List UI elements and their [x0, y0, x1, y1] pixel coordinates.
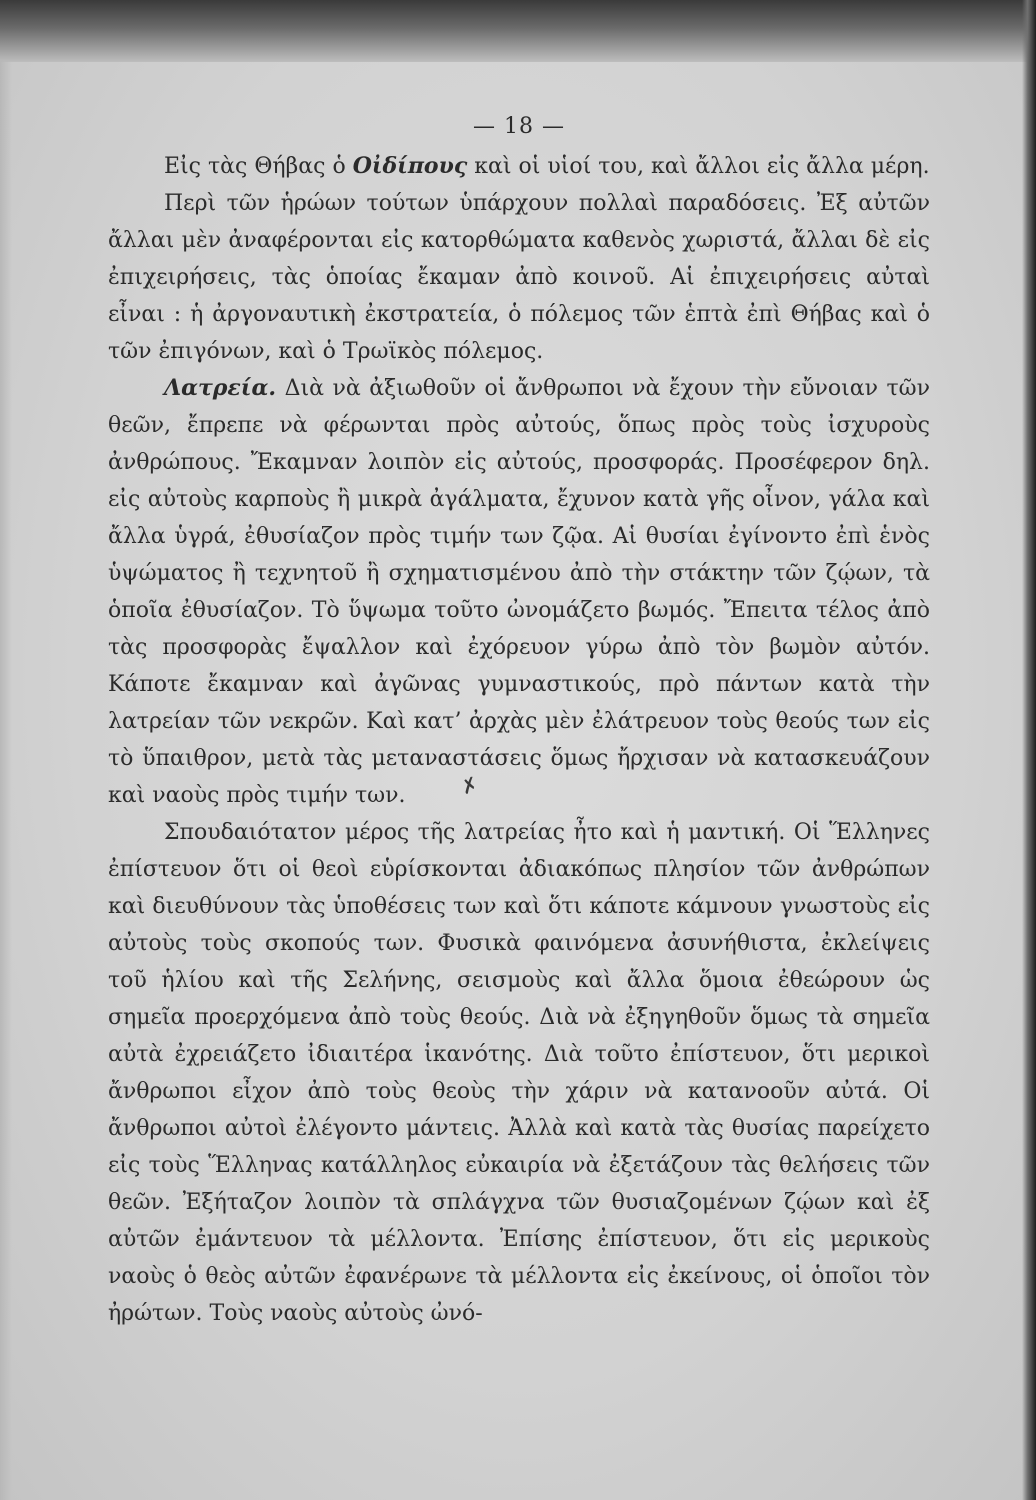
section-heading-latreia: Λατρεία.: [164, 375, 277, 401]
paragraph-1: [108, 148, 930, 185]
text-segment: Σπουδαιότατον μέρος τῆς λατρείας ἦτο καὶ ἡ μαντική. Οἱ Ἕλληνες ἐπίστευον ὅτι οἱ θεοὶ εὑρίσκονται ἀδιακόπως πλησίον τῶν ἀνθρώπων καὶ διευθύνουν τὰς ὑποθέσεις των καὶ ὅτι κάποτε κάμνουν γνωστοὺς εἰς αὐτοὺς τοὺς σκοπούς των. Φυσικὰ φαινόμενα ἀσυνήθιστα, ἐκλείψεις τοῦ ἡλίου καὶ τῆς Σελήνης, σεισμοὺς καὶ ἄλλα ὅμοια ἐθεώρουν ὡς σημεῖα προερχόμενα ἀπὸ τοὺς θεούς. Διὰ νὰ ἐξηγηθοῦν ὅμως τὰ σημεῖα αὐτὰ ἐχρειάζετο ἰδιαιτέρα ἱκανότης. Διὰ τοῦτο ἐπίστευον, ὅτι μερικοὶ ἄνθρωποι εἶχον ἀπὸ τοὺς θεοὺς τὴν χάριν νὰ κατανοοῦν αὐτά. Οἱ ἄνθρωποι αὐτοὶ ἐλέγοντο μάντεις. Ἀλλὰ καὶ κατὰ τὰς θυσίας παρείχετο εἰς τοὺς Ἕλληνας κατάλληλος εὐκαιρία νὰ ἐξετάζουν τὰς θελήσεις τῶν θεῶν. Ἐξήταζον λοιπὸν τὰ σπλάγχνα τῶν θυσιαζομένων ζῴων καὶ ἐξ αὐτῶν ἐμάντευον τὰ μέλλοντα. Ἐπίσης ἐπίστευον, ὅτι εἰς μερικοὺς ναοὺς ὁ θεὸς αὐτῶν ἐφανέρωνε τὰ μέλλοντα εἰς ἐκείνους, οἱ ὁποῖοι τὸν ἠρώτων. Τοὺς ναοὺς αὐτοὺς ὠνό-: [108, 820, 930, 1326]
scan-edge-right: [1022, 0, 1036, 1500]
paragraph-4: [108, 814, 930, 1332]
text-segment: Περὶ τῶν ἡρώων τούτων ὑπάρχουν πολλαὶ παραδόσεις. Ἐξ αὐτῶν ἄλλαι μὲν ἀναφέρονται εἰς κατορθώματα καθενὸς χωριστά, ἄλλαι δὲ εἰς ἐπιχειρήσεις, τὰς ὁποίας ἔκαμαν ἀπὸ κοινοῦ. Αἱ ἐπιχειρήσεις αὐταὶ εἶναι : ἡ ἀργοναυτικὴ ἐκστρατεία, ὁ πόλεμος τῶν ἑπτὰ ἐπὶ Θήβας καὶ ὁ τῶν ἐπιγόνων, καὶ ὁ Τρωϊκὸς πόλεμος.: [108, 191, 930, 364]
handwritten-asterisk-mark: ✗: [458, 771, 482, 800]
italic-name-oidipous: Οἰδίπους: [352, 153, 468, 179]
page-number: — 18 —: [473, 114, 565, 139]
text-column: [108, 108, 930, 1332]
text-segment: καὶ οἱ υἱοί του, καὶ ἄλλοι εἰς ἄλλα μέρη.: [467, 154, 930, 179]
scan-edge-left: [0, 60, 12, 1500]
text-segment: Εἰς τὰς Θήβας ὁ: [164, 154, 353, 179]
paragraph-2: [108, 185, 930, 370]
paragraph-3: [108, 370, 930, 814]
text-segment: Διὰ νὰ ἀξιωθοῦν οἱ ἄνθρωποι νὰ ἔχουν τὴν εὔνοιαν τῶν θεῶν, ἔπρεπε νὰ φέρωνται πρὸς αὐτούς, ὅπως πρὸς τοὺς ἰσχυροὺς ἀνθρώπους. Ἔκαμναν λοιπὸν εἰς αὐτούς, προσφοράς. Προσέφερον δηλ. εἰς αὐτοὺς καρποὺς ἢ μικρὰ ἀγάλματα, ἔχυνον κατὰ γῆς οἶνον, γάλα καὶ ἄλλα ὑγρά, ἐθυσίαζον πρὸς τιμήν των ζῷα. Αἱ θυσίαι ἐγίνοντο ἐπὶ ἑνὸς ὑψώματος ἢ τεχνητοῦ ἢ σχηματισμένου ἀπὸ τὴν στάκτην τῶν ζῴων, τὰ ὁποῖα ἐθυσίαζον. Τὸ ὕψωμα τοῦτο ὠνομάζετο βωμός. Ἔπειτα τέλος ἀπὸ τὰς προσφορὰς ἔψαλλον καὶ ἐχόρευον γύρω ἀπὸ τὸν βωμὸν αὐτόν. Κάποτε ἔκαμναν καὶ ἀγῶνας γυμναστικούς, πρὸ πάντων κατὰ τὴν λατρείαν τῶν νεκρῶν. Καὶ κατ’ ἀρχὰς μὲν ἐλάτρευον τοὺς θεούς των εἰς τὸ ὕπαιθρον, μετὰ τὰς μεταναστάσεις ὅμως ἤρχισαν νὰ κατασκευάζουν καὶ ναοὺς πρὸς τιμήν των.: [108, 376, 930, 808]
scan-edge-top: [0, 0, 1036, 62]
